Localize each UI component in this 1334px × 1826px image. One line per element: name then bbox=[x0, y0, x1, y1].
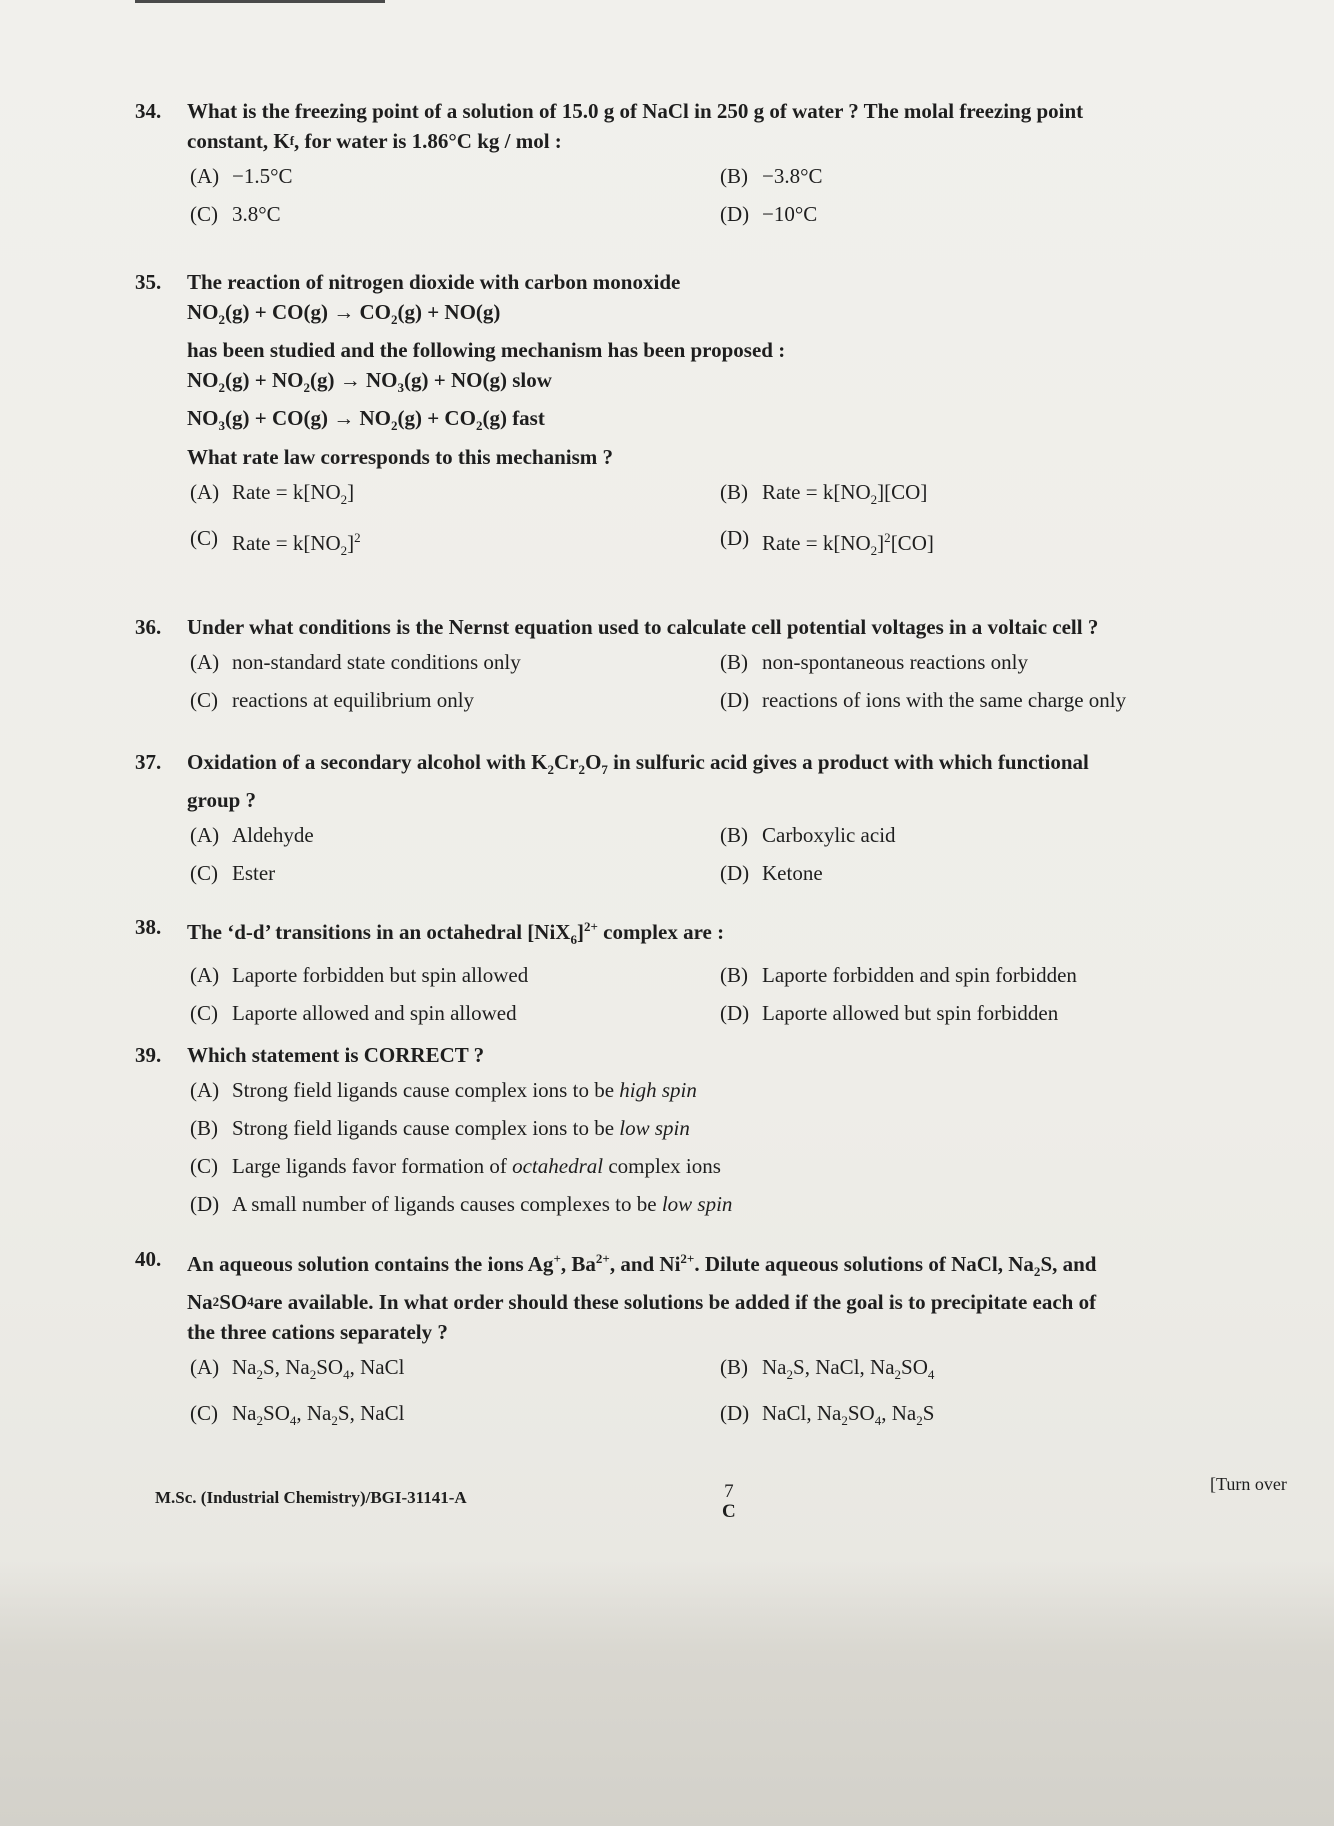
option-d[interactable]: (D) NaCl, $Na_2SO_4$, $Na_2S$ bbox=[720, 1401, 935, 1429]
option-a[interactable]: (A) −1.5°C bbox=[190, 164, 293, 188]
question-39 bbox=[135, 1040, 1295, 1228]
paper-code: M.Sc. (Industrial Chemistry)/BGI-31141-A bbox=[155, 1488, 467, 1507]
option-c[interactable]: (C) Ester bbox=[190, 861, 276, 886]
option-a[interactable]: (A) Strong field ligands cause complex ions to be high spin bbox=[190, 1078, 697, 1102]
option-d[interactable]: (D) −10°C bbox=[720, 202, 818, 226]
question-number: 40. bbox=[135, 1247, 162, 1271]
option-d[interactable]: (D) Ketone bbox=[720, 861, 823, 886]
option-d[interactable]: (D) Rate = $k[NO_2]^2[CO]$ bbox=[720, 525, 934, 558]
option-a[interactable]: (A) Rate = $k[NO_2]$ bbox=[190, 479, 355, 507]
option-c[interactable]: (C) Laporte allowed and spin allowed bbox=[190, 1001, 517, 1026]
page-mark: C bbox=[722, 1501, 736, 1522]
question-text-cont: constant, K f , for water is 1.86°C kg / mol : bbox=[187, 129, 562, 153]
question-text-cont: group ? bbox=[187, 788, 257, 813]
question-text: An aqueous solution contains the ions Ag+, $Ba^{2+}$, and $Ni^{2+}$. Dilute aqueous solutions of NaCl, $Na_2S$, and bbox=[187, 1251, 1097, 1280]
option-b[interactable]: (B) non-spontaneous reactions only bbox=[720, 650, 1028, 674]
question-number: 34. bbox=[135, 99, 162, 123]
question-35 bbox=[135, 267, 1295, 565]
options bbox=[135, 961, 1295, 1027]
option-a[interactable]: (A) Aldehyde bbox=[190, 823, 314, 848]
option-c[interactable]: (C) Large ligands favor formation of octahedral complex ions bbox=[190, 1154, 721, 1178]
options bbox=[135, 478, 1295, 565]
scan-shadow bbox=[0, 1560, 1334, 1826]
option-b[interactable]: (B) Strong field ligands cause complex ions to be low spin bbox=[190, 1116, 690, 1140]
option-c[interactable]: (C) reactions at equilibrium only bbox=[190, 688, 475, 712]
question-text-cont: the three cations separately ? bbox=[187, 1320, 448, 1345]
question-text-cont: Na 2 SO 4 are available. In what order should these solutions be added if the goal is to precipitate each of bbox=[187, 1290, 1097, 1315]
option-b[interactable]: (B) Laporte forbidden and spin forbidden bbox=[720, 963, 1077, 988]
question-text: The ‘d-d’ transitions in an octahedral $[NiX_6]^{2+}$ complex are : bbox=[187, 919, 725, 948]
option-c[interactable]: (C) $Na_2SO_4$, $Na_2S$, NaCl bbox=[190, 1401, 405, 1429]
question-text-cont: What rate law corresponds to this mechanism ? bbox=[187, 444, 614, 469]
question-text: Which statement is CORRECT ? bbox=[187, 1043, 485, 1067]
option-a[interactable]: (A) Laporte forbidden but spin allowed bbox=[190, 963, 529, 988]
option-b[interactable]: (B) $Na_2S$, NaCl, $Na_2SO_4$ bbox=[720, 1355, 935, 1383]
question-text: Under what conditions is the Nernst equation used to calculate cell potential voltages in a voltaic cell ? bbox=[187, 615, 1099, 639]
question-40 bbox=[135, 1244, 1295, 1436]
question-number: 39. bbox=[135, 1043, 162, 1067]
mechanism-step-2: $NO_3(g) + CO(g) \to NO_2(g) + CO_2(g)$ fast bbox=[187, 406, 545, 434]
question-number: 36. bbox=[135, 615, 162, 639]
option-d[interactable]: (D) Laporte allowed but spin forbidden bbox=[720, 1001, 1059, 1026]
question-36 bbox=[135, 612, 1295, 714]
options bbox=[135, 648, 1295, 714]
question-34 bbox=[135, 96, 1295, 228]
option-b[interactable]: (B) Carboxylic acid bbox=[720, 823, 896, 848]
option-d[interactable]: (D) A small number of ligands causes complexes to be low spin bbox=[190, 1192, 733, 1216]
options bbox=[135, 162, 1295, 228]
page-number: 7 C bbox=[722, 1481, 736, 1522]
option-a[interactable]: (A) non-standard state conditions only bbox=[190, 650, 521, 674]
question-text: Oxidation of a secondary alcohol with $K_2Cr_2O_7$ in sulfuric acid gives a product with which functional bbox=[187, 750, 1089, 778]
question-text-cont: has been studied and the following mechanism has been proposed : bbox=[187, 338, 786, 363]
question-38 bbox=[135, 912, 1295, 1027]
question-text: The reaction of nitrogen dioxide with carbon monoxide bbox=[187, 270, 681, 294]
option-b[interactable]: (B) Rate = $k[NO_2][CO]$ bbox=[720, 479, 928, 507]
reaction-equation: $NO_2(g) + CO(g) \to CO_2(g) + NO(g)$ bbox=[187, 300, 501, 328]
option-c[interactable]: (C) Rate = $k[NO_2]^2$ bbox=[190, 525, 361, 558]
option-b[interactable]: (B) −3.8°C bbox=[720, 164, 823, 188]
question-number: 35. bbox=[135, 270, 162, 294]
option-a[interactable]: (A) $Na_2S$, $Na_2SO_4$, NaCl bbox=[190, 1355, 405, 1383]
option-d[interactable]: (D) reactions of ions with the same charge only bbox=[720, 688, 1127, 712]
question-number: 37. bbox=[135, 750, 162, 774]
top-rule bbox=[135, 0, 385, 3]
question-37 bbox=[135, 747, 1295, 887]
options bbox=[135, 1353, 1295, 1435]
options bbox=[135, 1076, 1295, 1218]
question-number: 38. bbox=[135, 915, 162, 939]
option-c[interactable]: (C) 3.8°C bbox=[190, 202, 281, 226]
turn-over-note: [Turn over bbox=[1210, 1474, 1287, 1494]
options bbox=[135, 821, 1295, 887]
mechanism-step-1: $NO_2(g) + NO_2(g) \to NO_3(g) + NO(g)$ slow bbox=[187, 368, 552, 396]
question-text: What is the freezing point of a solution of 15.0 g of NaCl in 250 g of water ? The molal freezing point bbox=[187, 99, 1084, 123]
